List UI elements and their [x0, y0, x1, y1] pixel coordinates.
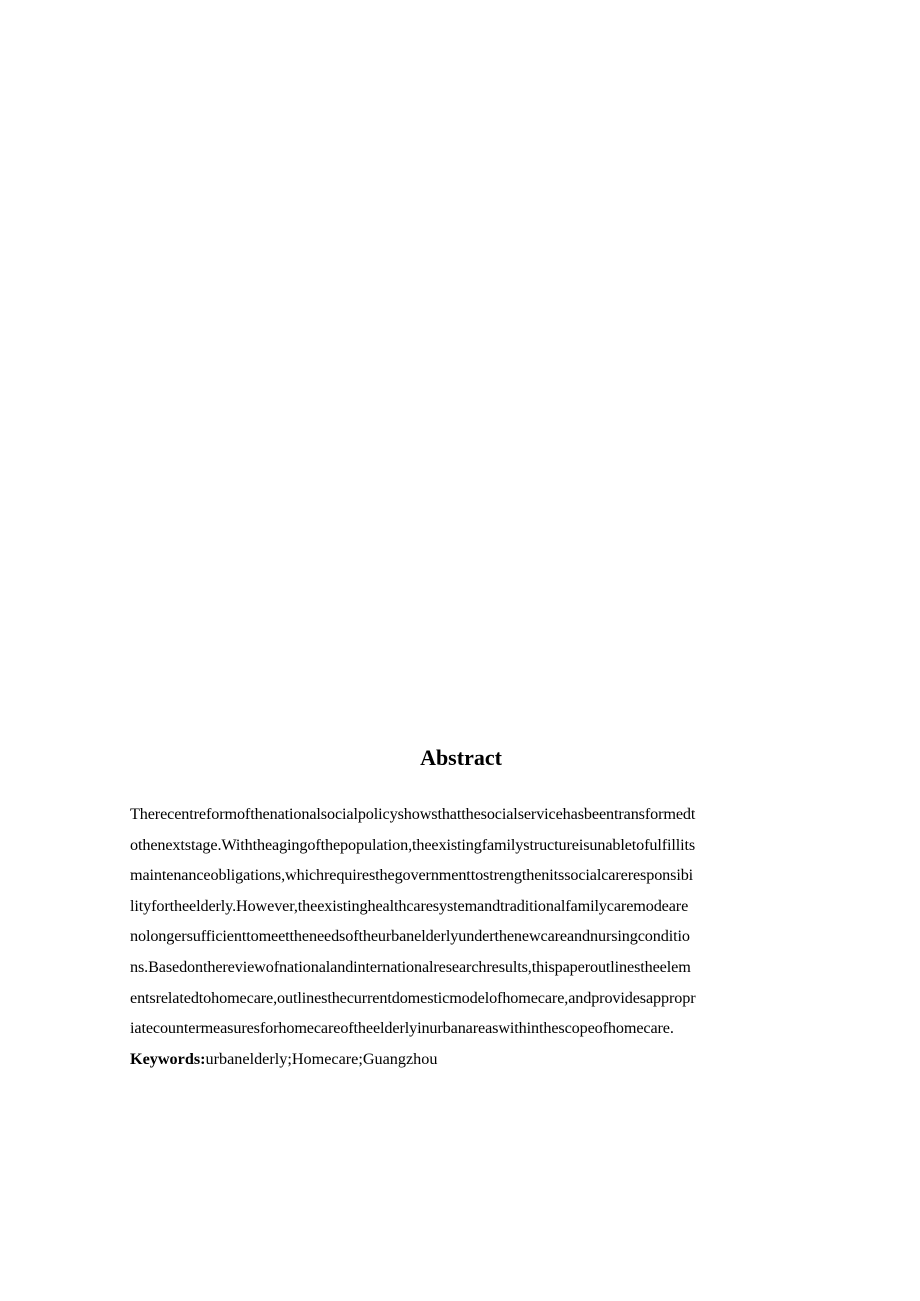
keywords-label: Keywords: [130, 1049, 206, 1068]
abstract-line: iatecountermeasuresforhomecareoftheelderlyinurbanareaswithinthescopeofhomecare. [130, 1019, 674, 1038]
abstract-line: ns.Basedonthereviewofnationalandinternationalresearchresults,thispaperoutlinestheelem [130, 957, 691, 976]
abstract-section [130, 742, 792, 1074]
keywords-value: urbanelderly;Homecare;Guangzhou [205, 1049, 438, 1068]
abstract-line: nolongersufficienttomeettheneedsoftheurbanelderlyunderthenewcareandnursingconditio [130, 927, 690, 946]
abstract-line: othenextstage.Withtheagingofthepopulation,theexistingfamilystructureisunabletofulfillits [130, 835, 696, 854]
abstract-line: maintenanceobligations,whichrequiresthegovernmenttostrengthenitssocialcareresponsibi [130, 866, 694, 885]
keywords-line [130, 1044, 792, 1075]
abstract-line: Therecentreformofthenationalsocialpolicyshowsthatthesocialservicehasbeentransformedt [130, 805, 696, 823]
abstract-title: Abstract [420, 745, 502, 770]
abstract-line: entsrelatedtohomecare,outlinesthecurrentdomesticmodelofhomecare,andprovidesappropr [130, 988, 696, 1007]
abstract-body [130, 799, 792, 1074]
abstract-line: lityfortheelderly.However,theexistinghealthcaresystemandtraditionalfamilycaremodeare [130, 896, 689, 915]
